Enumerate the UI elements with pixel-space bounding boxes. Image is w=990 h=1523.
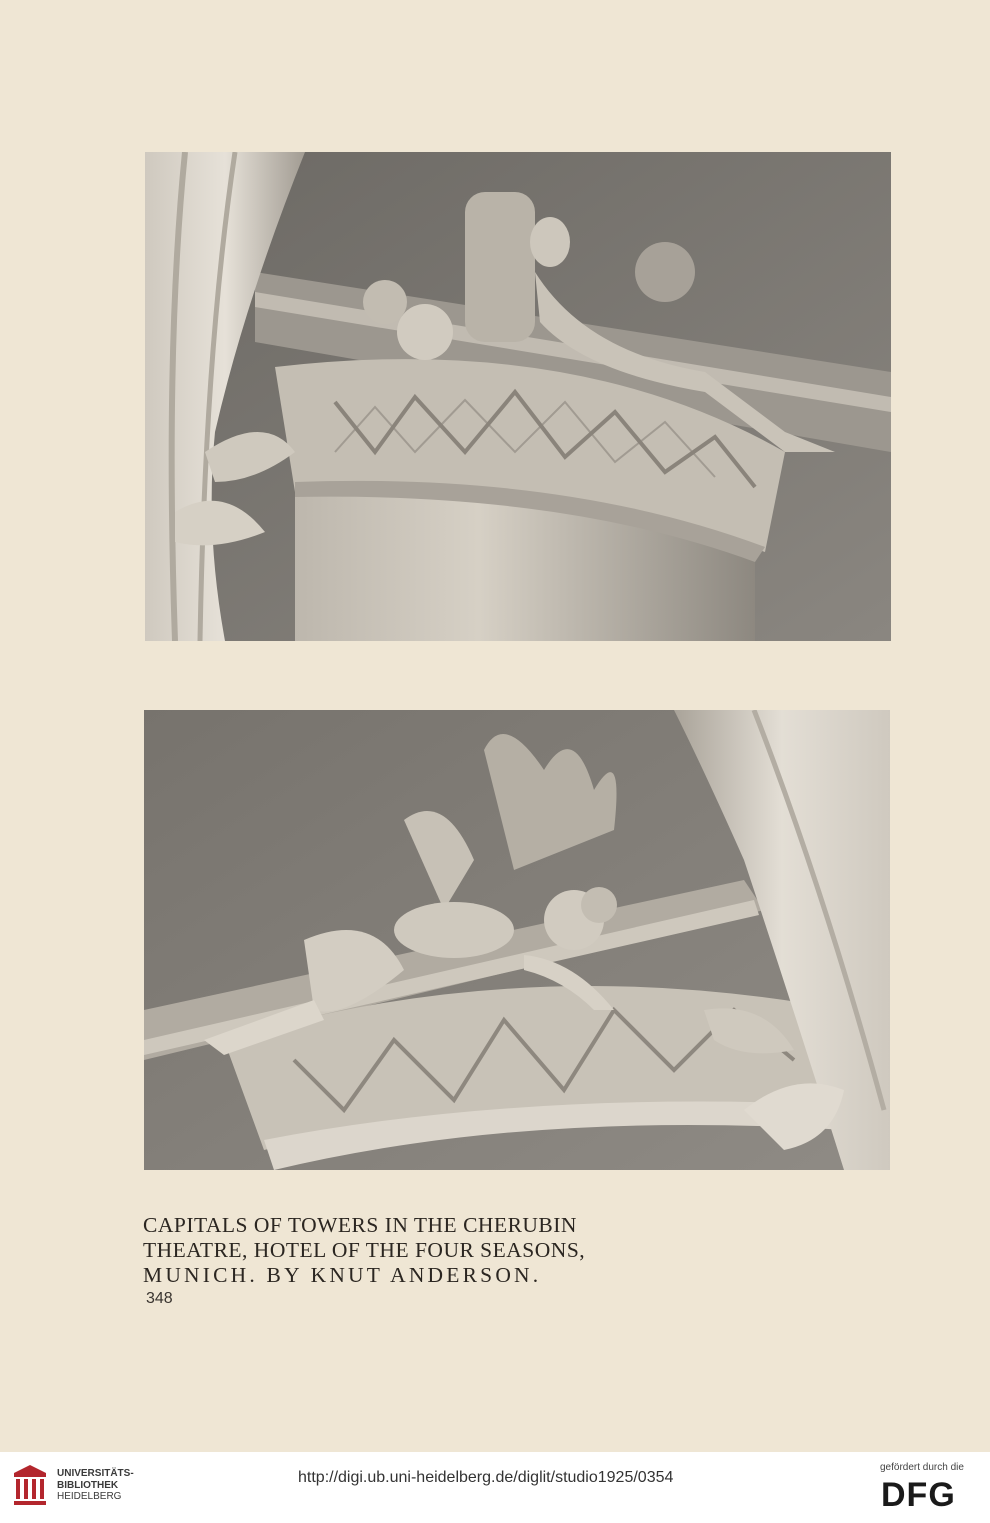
caption xyxy=(143,1213,623,1288)
photo-capital-top xyxy=(145,152,891,641)
caption-line-1: CAPITALS OF TOWERS IN THE CHERUBIN xyxy=(143,1213,577,1237)
photo-bottom-illustration xyxy=(144,710,890,1170)
caption-line-2: THEATRE, HOTEL OF THE FOUR SEASONS, xyxy=(143,1238,586,1262)
library-name-line-1: UNIVERSITÄTS- xyxy=(57,1468,134,1479)
photo-capital-bottom xyxy=(144,710,890,1170)
library-name xyxy=(57,1468,134,1503)
permalink-url[interactable]: http://digi.ub.uni-heidelberg.de/diglit/studio1925/0354 xyxy=(298,1469,674,1486)
footer-bar xyxy=(0,1452,990,1523)
university-library-logo-icon xyxy=(10,1461,50,1507)
library-name-line-2: BIBLIOTHEK xyxy=(57,1479,119,1491)
page-number: 348 xyxy=(146,1290,173,1307)
dfg-logo: DFG xyxy=(881,1476,956,1514)
photo-top-illustration xyxy=(145,152,891,641)
funded-by-label: gefördert durch die xyxy=(880,1462,964,1473)
caption-line-3: MUNICH. BY KNUT ANDERSON. xyxy=(143,1263,542,1287)
library-name-line-3: HEIDELBERG xyxy=(57,1491,122,1502)
